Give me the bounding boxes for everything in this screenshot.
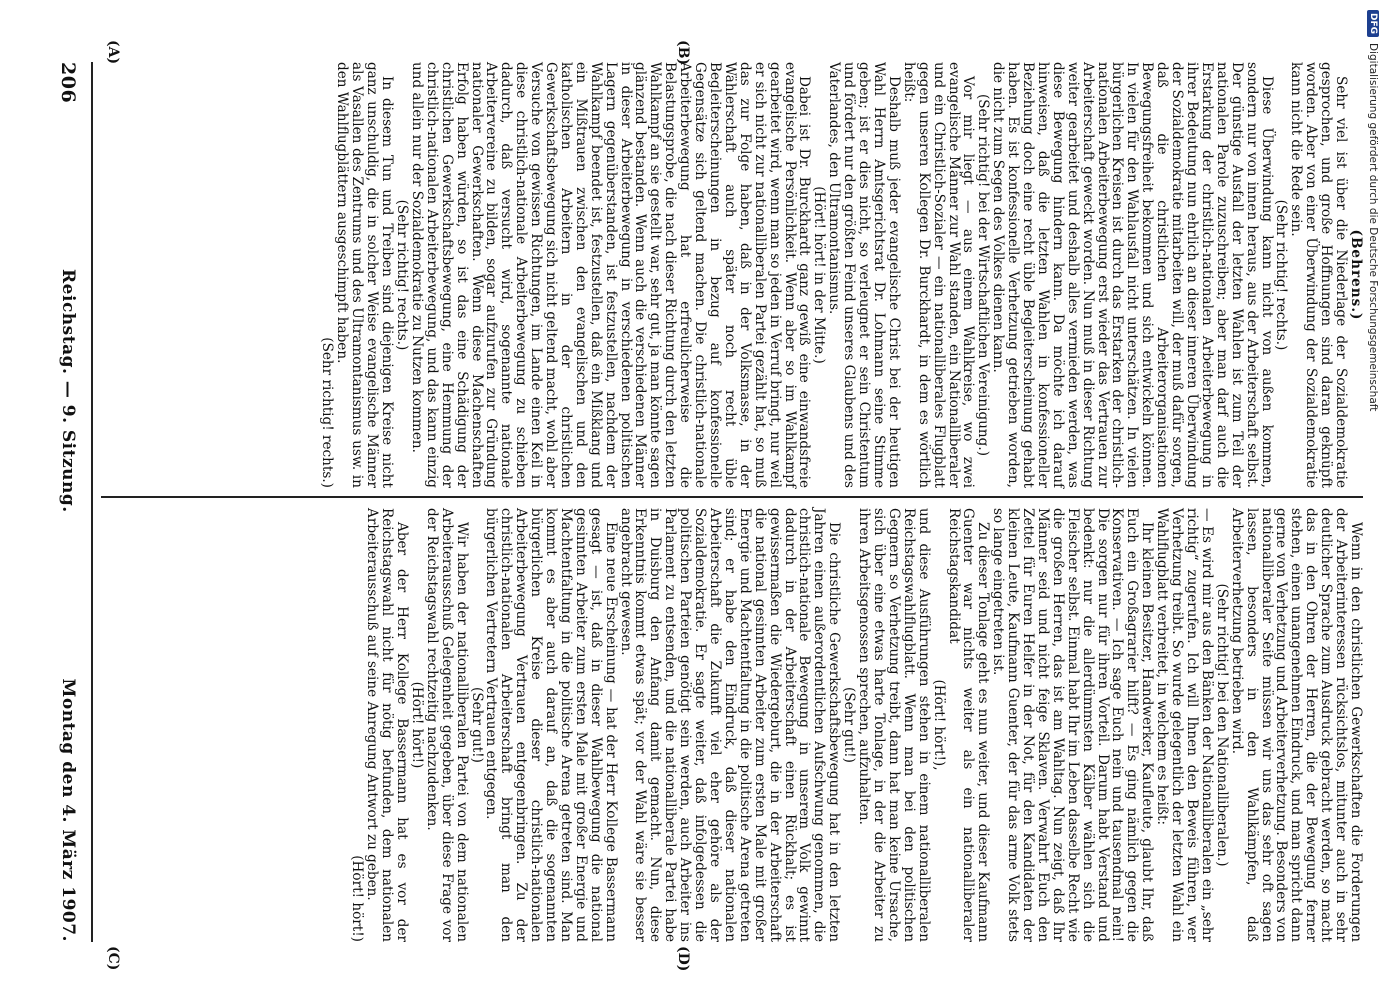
paragraph: Diese Überwindung kann nicht von außen kommen, sondern nur von innen heraus, aus der Arbeiterschaft selbst. Der günstige Ausfall der letzten Wahlen ist zum Teil der nationalen Parole zuzuschreiben; aber man darf auch die Erstarkung der christlich-nationalen Arbeiterbewegung in ihrer Bedeutung nun ehrlich an dieser inneren Überwindung der Sozialdemokratie mitarbeiten will, der muß dafür sorgen, daß die christlichen Arbeiterorganisationen Bewegungsfreiheit bekommen und sich entwickeln können. In vielen für den Wahlausfall nicht unterschätzen. In vielen bürgerlichen Kreisen ist durch das Erstarken der christlich-nationalen Arbeiterbewegung erst wieder das Vertrauen zur Arbeiterschaft geweckt worden. Nun muß in dieser Richtung weiter gearbeitet und deshalb alles vermieden werden, was diese Bewegung hindern kann. Da möchte ich darauf hinweisen, daß die letzten Wahlen in konfessioneller Beziehung doch eine recht üble Begleiterscheinung gehabt haben. Es ist konfessionelle Verhetzung getrieben worden, die nicht zum Segen des Volkes dienen kann.	[990, 62, 1275, 488]
paragraph: Vor mir liegt — aus einem Wahlkreise, wo zwei evangelische Männer zur Wahl standen, ein Nationalliberaler und ein Christlich-Sozialer — ein nationalliberales Flugblatt gegen unseren Kollegen Dr. Burckhardt, in dem es wörtlich heißt:	[900, 62, 977, 488]
paragraph: (Sehr richtig! bei der Wirtschaftlichen Vereinigung.)	[975, 93, 992, 457]
paragraph: Wir haben der nationalliberalen Partei von dem nationalen Arbeiterausschuß Gelegenheit gegeben, über diese Frage vor der Reichstagswahl rechtzeitig nachzudenken.	[423, 508, 470, 942]
session-date: Montag den 4. März 1907.	[58, 678, 78, 942]
margin-marker-c: (C)	[105, 946, 121, 971]
paragraph: — Es wird mir aus den Bänken der Nationalliberalen ein „sehr richtig“ zugerufen. Ich will Ihnen den Beweis führen, wer Verhetzung treibt. So wurde gelegentlich der letzten Wahl ein Wahlflugblatt verbreitet, in welchem es heißt:	[1154, 508, 1215, 942]
paragraph: (Hört! hört! in der Mitte.)	[811, 186, 828, 364]
paragraph: Deshalb muß jeder evangelische Christ bei der heutigen Wahl Herrn Amtsgerichtsrat Dr. Lohmann seine Stimme geben; ist er dies nicht, so verleugnet er sein Christentum und fördert nur den größten Feind unseres Glaubens und des Vaterlandes, den Ultramontanismus.	[826, 62, 902, 488]
margin-marker-b: (B)	[675, 40, 691, 66]
paragraph: Eine neue Erscheinung — hat der Herr Kollege Bassermann gesagt — ist, daß in dieser Wahlbewegung die national gesinnten Arbeiter zum ersten Male mit großer Energie und Machtentfaltung in die politische Arena getreten sind. Man kommt es aber auch darauf an, daß die sogenannten bürgerlichen Kreise dieser christlich-nationalen Arbeiterbewegung Vertrauen entgegenbringen. Zu der christlich-nationalen Arbeiterschaft bringt man den bürgerlichen Vertretern Vertrauen entgegen.	[483, 508, 619, 942]
paragraph: und diese Ausführungen stehen in einem nationalliberalen Reichstagswahlflugblatt. Wenn man bei den politischen Gegnern so Verhetzung treibt, dann hat man keine Ursache, sich über eine etwas harte Tonlage, in der die Arbeiter zu ihren Arbeitsgenossen sprechen, aufzuhalten.	[856, 508, 932, 942]
paragraph: (Sehr richtig! rechts.)	[1273, 199, 1290, 351]
page-title: Reichstag. — 9. Sitzung.	[58, 269, 78, 513]
paragraph: (Behrens.)	[1348, 229, 1364, 321]
paragraph: (Hört! hört!)	[349, 855, 366, 942]
dfg-logo: DFG	[1367, 10, 1379, 37]
left-column	[103, 62, 1363, 488]
paragraph: (Sehr gut!)	[468, 687, 485, 763]
paragraph: Aber der Herr Kollege Bassermann hat es vor der Reichstagswahl nicht für nötig befunden, dem nationalen Arbeiterausschuß auf seine Anregung Antwort zu geben.	[364, 508, 410, 942]
right-column	[103, 508, 1363, 942]
paragraph: Die christliche Gewerkschaftsbewegung hat in den letzten Jahren einen außerordentlichen Aufschwung genommen, die christlich-nationale Bewegung in unserem Volk gewinnt dadurch in der Arbeiterschaft einen Rückhalt; es ist gewissermaßen die Wiedergeburt, die in der Arbeiterschaft die national gesinnten Arbeiter zum ersten Male mit großer Energie und Machtentfaltung in die politische Arena getreten sind; er habe den Eindruck, daß dieser nationalen Arbeiterschaft die Zukunft viel eher gehöre als der Sozialdemokratie. Er sagte weiter, daß infolgedessen die politischen Parteien genötigt sein werden, auch Arbeiter ins Parlament zu entsenden, und die nationalliberale Partei habe in Duisburg den Anfang damit gemacht. Nun, diese Erkenntnis kommt etwas spät; vor der Wahl wäre sie besser angebracht gewesen.	[617, 508, 843, 942]
paragraph: Ihr kleinen Besitzer, Handwerker, Kaufleute, glaubt Ihr, daß Euch ein Großagrarier hilft? — Es ging nämlich gegen die Konservativen. — Ich sage Euch nein und tausendmal nein! Die sorgen nur für ihren Vorteil. Darum habt Verstand und bedenkt: nur die allerdümmsten Kälber wählen sich die Fleischer selbst. Einmal habt Ihr im Leben dasselbe Recht wie die großen Herren, das ist am Wahltag. Nun zeigt, daß Ihr Männer seid und nicht feige Sklaven. Verwahrt Euch den Zettel für Euren Helfer in der Not, für den Kandidaten der kleinen Leute, Kaufmann Guenter, der für das arme Volk stets so lange eingetreten ist.	[990, 508, 1156, 942]
credit-text: Digitalisierung gefördert durch die Deutsche Forschungsgemeinschaft	[1367, 43, 1379, 412]
paragraph: In diesem Tun und Treiben sind diejenigen Kreise nicht ganz unschuldig, die in solcher Weise evangelische Männer als Vasallen des Zentrums und des Ultramontanismus usw. in den Wahlflugblättern ausgeschimpft haben.	[334, 62, 396, 488]
page-header	[53, 62, 83, 942]
margin-marker-d: (D)	[675, 946, 691, 972]
paragraph: Dabei ist Dr. Burckhardt ganz gewiß eine einwandsfreie evangelische Persönlichkeit. Wenn aber so im Wahlkampf gearbeitet wird, wenn man so jeden in Verruf bringt, nur weil er sich nicht zur nationalliberalen Partei gezählt hat, so muß das zur Folge haben, daß in der Volksmasse, in der Wählerschaft auch später noch recht üble Begleiterscheinungen in bezug auf konfessionelle Gegensätze sich geltend machen. Die christlich-nationale Arbeiterbewegung hat erfreulicherweise die Belastungsprobe, die nach dieser Richtung durch den letzten Wahlkampf an sie gestellt war, sehr gut, ja man könnte sagen glänzend bestanden. Wenn auch die verschiedenen Männer in dieser Arbeiterbewegung in verschiedenen politischen Lagern gegenüberstanden, ist festzustellen, nachdem der Wahlkampf beendet ist, festzustellen, daß ein Mißklang und ein Mißtrauen zwischen den evangelischen und den katholischen Arbeitern in der christlichen Gewerkschaftsbewegung sich nicht geltend macht, wohl aber Versuche von gewissen Richtungen, im Lande einen Keil in diese christlich-nationale Arbeiterbewegung zu schieben dadurch, daß versucht wird, sogenannte nationale Arbeitervereine zu bilden, sogar aufzurufen zur Gründung nationaler Gewerkschaften. Wenn diese Machenschaften Erfolg haben würden, so ist das eine Schädigung der christlichen Gewerkschaftsbewegung, eine Hemmung der christlich-nationalen Arbeiterbewegung, und das kann einzig und allein nur der Sozialdemokratie zu Nutzen kommen.	[408, 62, 813, 488]
paragraph: Zu dieser Tonlage geht es nun weiter, und dieser Kaufmann Guenter war nichts weiter als ein nationalliberaler Reichstagskandidat	[945, 508, 992, 942]
margin-marker-a: (A)	[105, 40, 121, 65]
paragraph: (Sehr richtig! rechts.)	[394, 199, 410, 351]
paragraph: (Sehr gut!)	[841, 687, 858, 763]
paragraph: (Sehr richtig! bei den Nationalliberalen.)	[1213, 583, 1230, 867]
page-number: 206	[57, 62, 79, 104]
paragraph: (Sehr richtig! rechts.)	[319, 337, 336, 488]
paragraph: Sehr viel ist über die Niederlage der Sozialdemokratie gesprochen, und große Hoffnungen sind daran geknüpft worden. Aber von einer Überwindung der Sozialdemokratie kann nicht die Rede sein.	[1288, 62, 1350, 488]
digitization-credit	[1363, 0, 1383, 1000]
header-rule	[91, 62, 93, 942]
column-divider	[101, 496, 1363, 498]
paragraph: (Hört! hört!)	[408, 681, 425, 769]
paragraph: Wenn in den christlichen Gewerkschaften die Forderungen der Arbeiterinteressen rücksichtslos, mitunter auch in sehr deutlicher Sprache zum Ausdruck gebracht werden, so macht das in den Ohren der Herren, die der Bewegung ferner stehen, einen unangenehmen Eindruck, und man spricht dann gerne von Verhetzung und Arbeiterverhetzung. Besonders von nationalliberaler Seite müssen wir uns das sehr oft sagen lassen, besonders in den Wahlkämpfen, daß Arbeiterverhetzung betrieben wird.	[1228, 508, 1364, 942]
paragraph: (Hört! hört!),	[930, 679, 947, 771]
